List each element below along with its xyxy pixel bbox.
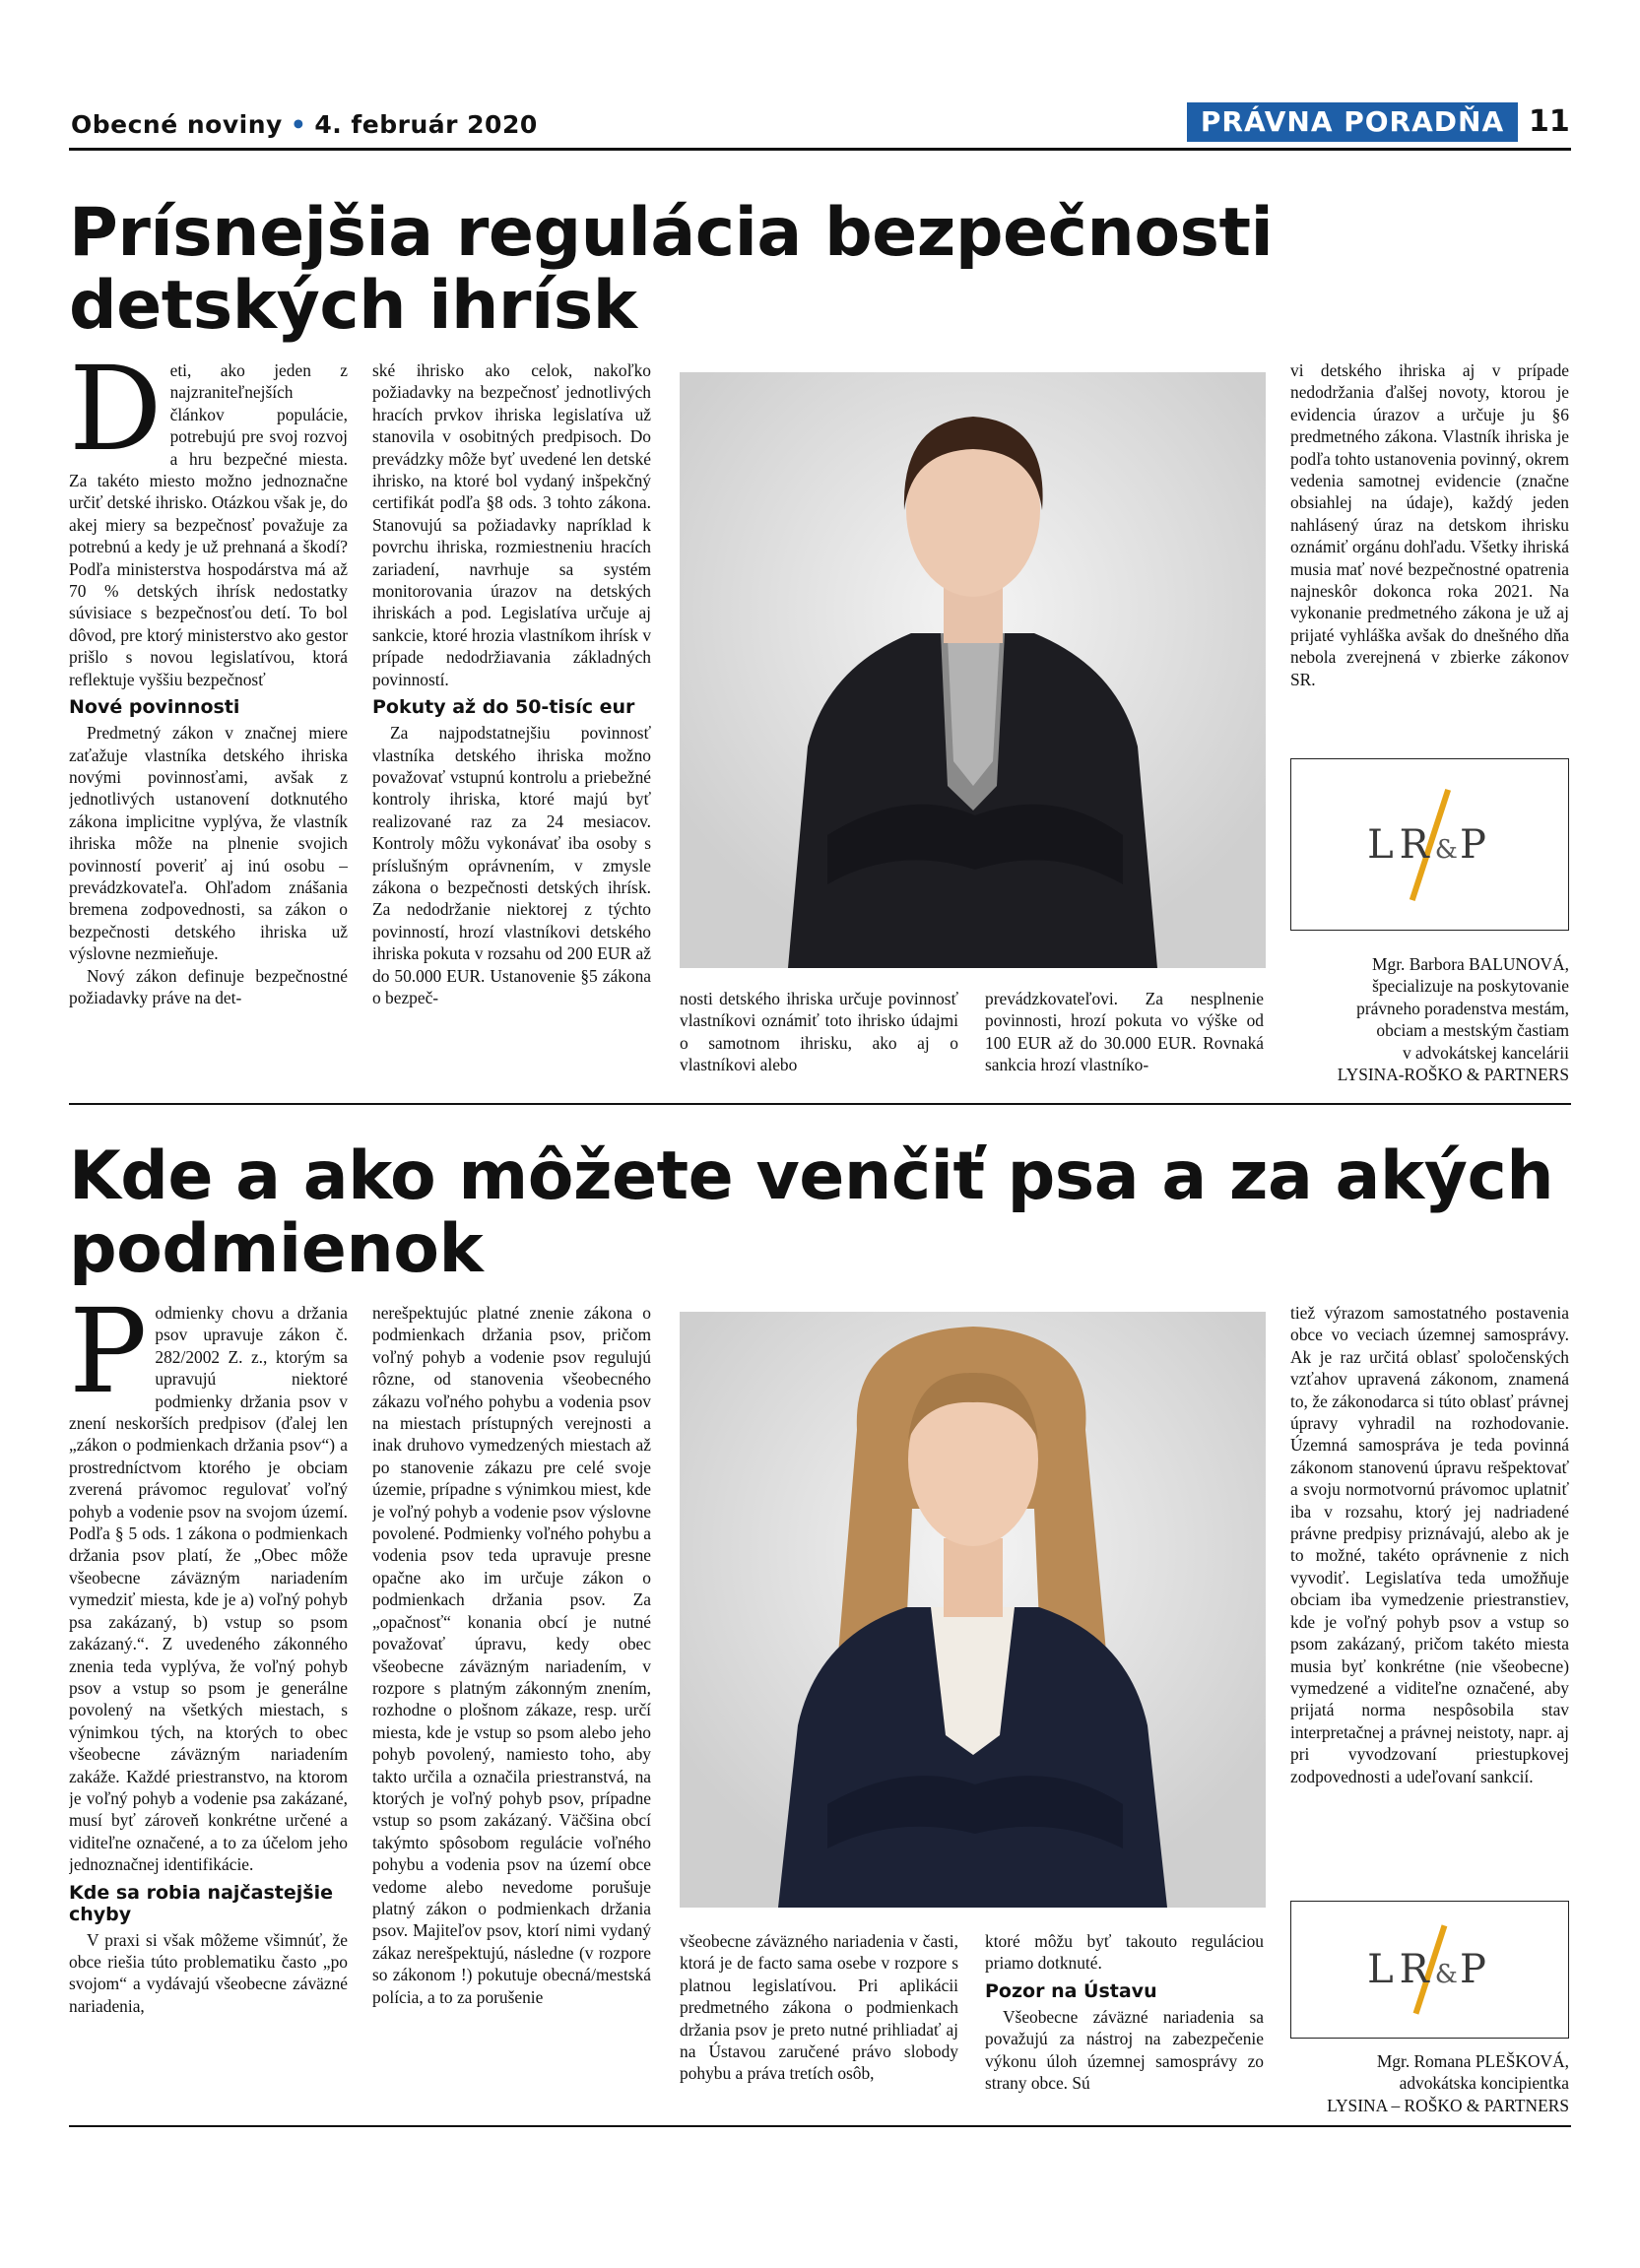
article1-dropcap: D — [69, 359, 163, 477]
article1-column-5 — [1290, 359, 1569, 744]
logo-ampersand: & — [1434, 1960, 1460, 1989]
logo-letters: LR — [1367, 821, 1435, 868]
article2-title: Kde a ako môžete venčiť psa a za akých podmienok — [69, 1137, 1554, 1288]
logo-letters: LR — [1367, 1947, 1435, 1992]
article2-signature — [1212, 2050, 1569, 2116]
article1-paragraph: Za najpodstatnejšiu povinnosť vlastníka detského ihriska možno považovať vstupnú kontrolu a priebežné kontroly ihriska, ktoré majú byť realizované raz za 24 mesiacov. Kontroly môžu vykonávať iba osoby s príslušným oprávnením, v zmysle zákona o bezpečnosti detských ihrísk. Za nedodržanie niektorej z týchto povinností, hrozí vlastníkovi detského ihriska pokuta v rozsahu od 200 EUR až do 50.000 EUR. Ustanovenie §5 zákona o bezpeč- — [372, 723, 651, 1007]
header-rule — [69, 148, 1571, 151]
article2-column-3 — [680, 1930, 958, 2107]
lrp-logo — [1290, 758, 1569, 931]
article1-column-3 — [680, 988, 958, 1096]
author-role: advokátska koncipientka — [1399, 2073, 1569, 2094]
article1-title: Prísnejšia regulácia bezpečnosti detských ihrísk — [69, 194, 1274, 345]
footer-rule — [69, 2125, 1571, 2127]
article2-paragraph: tiež výrazom samostatného postavenia obce vo veciach územnej samosprávy. Ak je raz určitá oblasť spoločenských vzťahov upravená zákonom, znamená to, že zákonodarca si túto oblasť právnej úpravy vyhradil na rozhodovanie. Územná samospráva je teda povinná zákonom stanovenú úpravu rešpektovať a svoju normotvornú právomoc uplatniť iba v rozsahu, ktorý jej nadriadené právne predpisy priznávajú, alebo ak je to možné, takéto oprávnenie z nich vyvodiť. Legislatíva teda umožňuje obciam iba vymedzenie priestranstiev, kde je voľný pohyb psov a vstup so psom zakázaný, pričom takéto miesta musia byť konkrétne (nie všeobecne) vymedzené a viditeľne označené, aby prijatá norma nespôsobila stav interpretačnej a právnej neistoty, napr. aj pri vyvodzovaní priestupkovej zodpovednosti a udeľovaní sankcií. — [1290, 1303, 1569, 1786]
article1-author-photo — [680, 372, 1266, 968]
article1-paragraph: vi detského ihriska aj v prípade nedodržania ďalšej novoty, ktorou je evidencia úrazov a určuje ju §6 predmetného zákona. Vlastník ihriska je podľa tohto ustanovenia povinný, okrem vedenia samotnej evidencie (značne obsiahlej na údaje), každý jeden nahlásený úraz na detskom ihrisku oznámiť orgánu dohľadu. Všetky ihriská musia mať nové bezpečnostné opatrenia najneskôr dokonca roka 2021. Na vykonanie predmetného zákona je už aj prijaté vyhláška avšak do dnešného dňa nebola zverejnená v zbierke zákonov SR. — [1290, 360, 1569, 689]
author-firm: LYSINA-ROŠKO & PARTNERS — [1337, 1065, 1569, 1085]
article1-paragraph: Nový zákon definuje bezpečnostné požiadavky práve na det- — [69, 965, 348, 1007]
logo-ampersand: & — [1434, 834, 1460, 865]
article1-subheading-1: Nové povinnosti — [69, 696, 240, 719]
logo-letters: P — [1459, 821, 1492, 868]
article-divider — [69, 1103, 1571, 1105]
article2-paragraph: všeobecne záväzného nariadenia v časti, ktorá je de facto sama osebe v rozpore s platnou legislatívou. Pri aplikácii predmetného zákona o podmienkach držania psov je preto nutné prihliadať aj na Ústavou zaručené právo slobody pohybu a práva tretích osôb, — [680, 1931, 958, 2084]
author-name: Mgr. Romana PLEŠKOVÁ, — [1376, 2051, 1569, 2071]
article1-lead: eti, ako jeden z najzraniteľnejších článkov populácie, potrebujú pre svoj rozvoj a hru bezpečné miesta. Za takéto miesto možno jednoznačne určiť detské ihrisko. Otázkou však je, do akej miery sa bezpečnosť považuje za potrebnú a kedy je už prehnaná a škodí? Podľa ministerstva hospodárstva má až 70 % detských ihrísk nedostatky súvisiace s bezpečnosťou detí. To bol dôvod, pre ktorý ministerstvo ako gestor prišlo s novou legislatívou, ktorá reflektuje vyššiu bezpečnosť — [69, 360, 348, 689]
page-number: 11 — [1529, 104, 1570, 139]
article2-paragraph: ktoré môžu byť takouto reguláciou priamo dotknuté. — [985, 1931, 1264, 1974]
article2-paragraph: Všeobecne záväzné nariadenia sa považujú za nástroj na zabezpečenie výkonu úloh územnej samosprávy zo strany obce. Sú — [985, 2006, 1264, 2094]
lrp-logo — [1290, 1901, 1569, 2039]
article2-lead: odmienky chovu a držania psov upravuje zákon č. 282/2002 Z. z., ktorým sa upravujú niektoré podmienky držania psov v znení neskorších predpisov (ďalej len „zákon o podmienkach držania psov“) a prostredníctvom ktorého je obciam zverená právomoc regulovať voľný pohyb a vodenie psov na svojom území. Podľa § 5 ods. 1 zákona o podmienkach držania psov platí, že „Obec môže všeobecne záväzným nariadením vymedziť miesta, kde je a) voľný pohyb psa zakázaný, b) vstup so psom zakázaný.“. Z uvedeného zákonného znenia teda vyplýva, že voľný pohyb psov a vstup so psom je generálne povolený na všetkých miestach, s výnimkou tých, na ktorých to obec všeobecne záväzným nariadením zakáže. Každé priestranstvo, na ktorom je voľný pohyb a vodenie psa zakázané, musí byť zároveň konkrétne určené a viditeľne označené, a to za účelom jeho jednoznačnej identifikácie. — [69, 1303, 348, 1875]
section-label: PRÁVNA PORADŇA — [1187, 102, 1518, 142]
article2-author-photo — [680, 1312, 1266, 1908]
paper-name: Obecné noviny — [71, 110, 283, 139]
article1-paragraph: ské ihrisko ako celok, nakoľko požiadavky na bezpečnosť jednotlivých hracích prvkov ihriska legislatíva už stanovila v osobitných predpisoch. Do prevádzky môže byť uvedené len detské ihrisko, na ktoré bol vydaný inšpekčný certifikát podľa §8 ods. 3 tohto zákona. Stanovujú sa požiadavky napríklad k povrchu ihriska, rozmiestneniu hracích zariadení, navrhuje sa systém monitorovania úrazov na detských ihriskách a pod. Legislatíva určuje aj sankcie, ktoré hrozia vlastníkom ihrísk v prípade nedodržiavania základných povinností. — [372, 360, 651, 689]
article1-column-1 — [69, 359, 348, 1088]
article2-paragraph: V praxi si však môžeme všimnúť, že obce riešia túto problematiku často „po svojom“ a vydávajú všeobecne záväzné nariadenia, — [69, 1929, 348, 2016]
article2-column-2 — [372, 1302, 651, 2109]
article2-dropcap: P — [69, 1302, 148, 1419]
portrait-illustration — [680, 372, 1266, 968]
article2-paragraph: nerešpektujúc platné znenie zákona o podmienkach držania psov, pričom voľný pohyb a vodenie psov regulujú rôzne, od stanovenia všeobecného zákazu voľného pohybu a vodenia psov na miestach prístupných verejnosti a inak druhovo vymedzených miestach až po stanovenie zákazu pre celé svoje územie, prípadne s výnimkou miest, kde je voľný pohyb a vodenie psov výslovne povolené. Podmienky voľného pohybu a vodenia psov teda upravuje presne opačne ako im určuje zákon o podmienkach držania psov. Za „opačnosť“ konania obcí je nutné považovať úpravu, kedy obec všeobecne záväzným nariadením, v rozpore s platným zákonným znením, rozhodne o plošnom zákaze, resp. určí miesta, kde je vstup so psom alebo jeho pohyb povolený, namiesto toho, aby takto určila a označila priestranstvá, na ktorých je voľný pohyb psov, prípadne vstup so psom zakázaný. Väčšina obcí takýmto spôsobom regulácie voľného pohybu a vodenia psov na území obce vedome alebo nevedome porušuje platný zákon o podmienkach držania psov. Majiteľov psov, ktorí nimi vydaný zákaz nerešpektujú, následne (v rozpore so zákonom !) pokutuje obecná/mestská polícia, a to za porušenie — [372, 1303, 651, 2007]
author-role: obciam a mestským častiam — [1376, 1020, 1569, 1041]
author-role: právneho poradenstva mestám, — [1356, 998, 1569, 1018]
author-role: v advokátskej kancelárii — [1402, 1042, 1569, 1063]
portrait-illustration — [680, 1312, 1266, 1908]
article2-subheading-1: Kde sa robia najčastejšie chyby — [69, 1881, 333, 1925]
article2-subheading-2: Pozor na Ústavu — [985, 1979, 1157, 2002]
article1-subheading-2: Pokuty až do 50-tisíc eur — [372, 696, 635, 719]
separator-dot: • — [290, 110, 307, 139]
article1-paragraph: Predmetný zákon v značnej miere zaťažuje vlastníka detského ihriska novými povinnosťami, avšak z jednotlivých ustanovení dotknutého zákona implicitne vyplýva, že vlastník ihriska môže na plnenie svojich povinností poveriť aj inú osobu – prevádzkovateľa. Ohľadom znášania bremena zodpovednosti, sa zákon o bezpečnosti detského ihriska už výslovne nezmieňuje. — [69, 723, 348, 964]
author-firm: LYSINA – ROŠKO & PARTNERS — [1327, 2095, 1569, 2115]
article1-signature — [1212, 953, 1569, 1085]
issue-date: 4. február 2020 — [314, 110, 538, 139]
article1-paragraph: prevádzkovateľovi. Za nesplnenie povinnosti, hrozí pokuta vo výške od 100 EUR až do 30.000 EUR. Rovnaká sankcia hrozí vlastníko- — [985, 989, 1264, 1075]
article2-column-1 — [69, 1302, 348, 2109]
article1-paragraph: nosti detského ihriska určuje povinnosť vlastníkovi oznámiť toto ihrisko údajmi o samotnom ihrisku, ako aj o vlastníkovi alebo — [680, 989, 958, 1075]
masthead — [71, 110, 538, 139]
article1-column-2 — [372, 359, 651, 1088]
article2-column-5 — [1290, 1302, 1569, 1888]
author-role: špecializuje na poskytovanie — [1372, 976, 1569, 997]
author-name: Mgr. Barbora BALUNOVÁ, — [1372, 954, 1569, 974]
logo-letters: P — [1459, 1947, 1492, 1992]
